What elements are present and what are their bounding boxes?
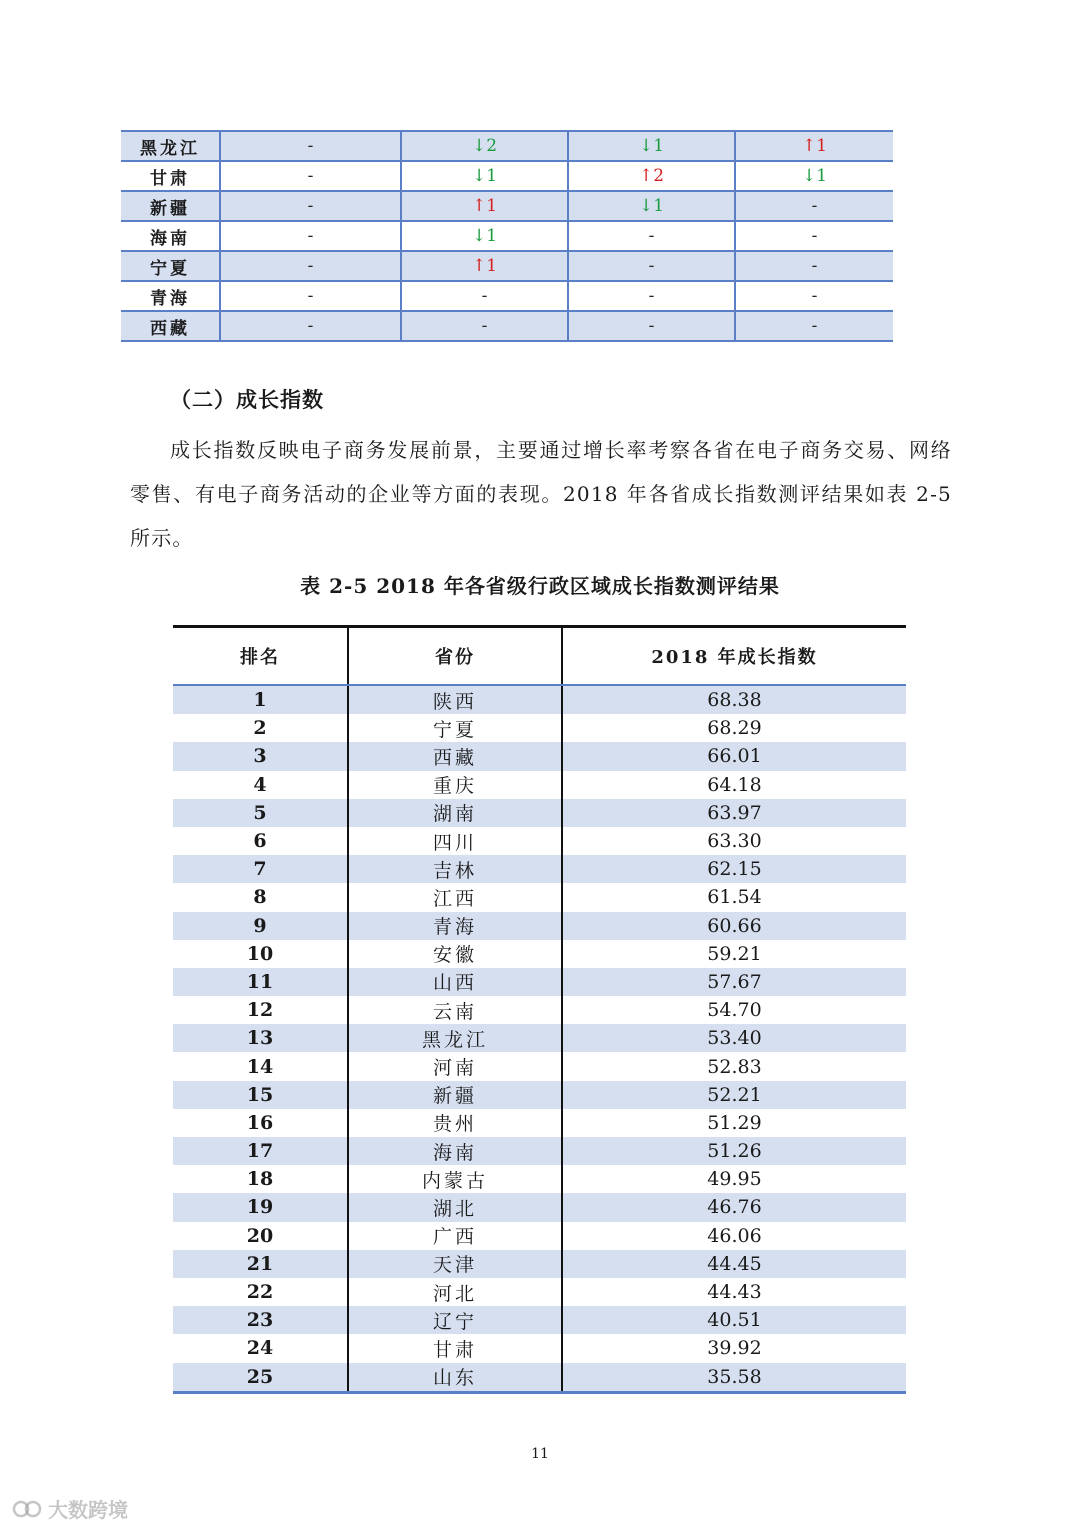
- change-cell: ↓1: [401, 161, 568, 191]
- province-cell: 广西: [348, 1222, 562, 1250]
- table-row: [121, 281, 893, 311]
- province-cell: 西藏: [121, 311, 220, 341]
- rank-cell: 22: [173, 1278, 348, 1306]
- change-cell: ↓1: [735, 161, 893, 191]
- change-cell: -: [401, 281, 568, 311]
- table-row: [173, 1306, 906, 1334]
- rank-cell: 12: [173, 996, 348, 1024]
- province-cell: 云南: [348, 996, 562, 1024]
- province-cell: 辽宁: [348, 1306, 562, 1334]
- province-cell: 青海: [348, 912, 562, 940]
- index-cell: 40.51: [562, 1306, 906, 1334]
- change-cell: -: [568, 281, 735, 311]
- header-index: 2018 年成长指数: [562, 627, 906, 686]
- province-cell: 贵州: [348, 1109, 562, 1137]
- change-cell: -: [220, 251, 401, 281]
- body-paragraph: 成长指数反映电子商务发展前景，主要通过增长率考察各省在电子商务交易、网络零售、有电子商务活动的企业等方面的表现。2018 年各省成长指数测评结果如表 2-5 所示。: [130, 438, 952, 550]
- index-cell: 63.97: [562, 799, 906, 827]
- province-cell: 四川: [348, 827, 562, 855]
- index-cell: 57.67: [562, 968, 906, 996]
- logo-icon: [12, 1498, 42, 1520]
- watermark: [12, 1494, 128, 1523]
- change-cell: -: [735, 281, 893, 311]
- table-row: [173, 685, 906, 714]
- change-cell: -: [220, 191, 401, 221]
- province-cell: 海南: [121, 221, 220, 251]
- rank-cell: 21: [173, 1250, 348, 1278]
- index-cell: 44.45: [562, 1250, 906, 1278]
- index-cell: 35.58: [562, 1363, 906, 1393]
- index-cell: 62.15: [562, 855, 906, 883]
- table-row: [173, 855, 906, 883]
- change-cell: -: [568, 221, 735, 251]
- rank-cell: 8: [173, 883, 348, 911]
- header-province: 省份: [348, 627, 562, 686]
- table-row: [173, 940, 906, 968]
- rank-cell: 15: [173, 1081, 348, 1109]
- table-row: [173, 742, 906, 770]
- table-row: [173, 827, 906, 855]
- table-row: [173, 799, 906, 827]
- province-cell: 宁夏: [348, 714, 562, 742]
- rank-cell: 9: [173, 912, 348, 940]
- rank-cell: 25: [173, 1363, 348, 1393]
- change-cell: ↓1: [568, 131, 735, 161]
- table-row: [173, 1363, 906, 1393]
- province-cell: 陕西: [348, 685, 562, 714]
- table-header-row: [173, 627, 906, 686]
- index-cell: 46.06: [562, 1222, 906, 1250]
- table-row: [173, 996, 906, 1024]
- province-cell: 天津: [348, 1250, 562, 1278]
- province-cell: 甘肃: [348, 1334, 562, 1362]
- province-cell: 新疆: [121, 191, 220, 221]
- index-cell: 51.29: [562, 1109, 906, 1137]
- table-row: [173, 1081, 906, 1109]
- rank-cell: 7: [173, 855, 348, 883]
- index-cell: 63.30: [562, 827, 906, 855]
- change-cell: ↓2: [401, 131, 568, 161]
- table-row: [173, 1250, 906, 1278]
- table-row: [173, 1278, 906, 1306]
- table-row: [121, 221, 893, 251]
- province-cell: 山西: [348, 968, 562, 996]
- table-row: [121, 131, 893, 161]
- rank-cell: 20: [173, 1222, 348, 1250]
- rank-cell: 4: [173, 771, 348, 799]
- change-cell: ↑2: [568, 161, 735, 191]
- province-cell: 安徽: [348, 940, 562, 968]
- section-heading: （二）成长指数: [170, 387, 324, 412]
- table-row: [173, 1109, 906, 1137]
- change-cell: -: [568, 311, 735, 341]
- province-cell: 山东: [348, 1363, 562, 1393]
- table-row: [173, 714, 906, 742]
- table-row: [121, 161, 893, 191]
- index-cell: 46.76: [562, 1193, 906, 1221]
- rank-cell: 23: [173, 1306, 348, 1334]
- change-cell: ↓1: [568, 191, 735, 221]
- table-row: [173, 1334, 906, 1362]
- province-cell: 新疆: [348, 1081, 562, 1109]
- rank-change-table: [121, 130, 893, 342]
- province-cell: 西藏: [348, 742, 562, 770]
- rank-cell: 1: [173, 685, 348, 714]
- index-cell: 39.92: [562, 1334, 906, 1362]
- rank-cell: 14: [173, 1052, 348, 1080]
- index-cell: 59.21: [562, 940, 906, 968]
- index-cell: 54.70: [562, 996, 906, 1024]
- province-cell: 湖南: [348, 799, 562, 827]
- change-cell: -: [401, 311, 568, 341]
- province-cell: 内蒙古: [348, 1165, 562, 1193]
- province-cell: 甘肃: [121, 161, 220, 191]
- ranking-table: [173, 625, 906, 1394]
- change-cell: ↓1: [401, 221, 568, 251]
- change-cell: -: [220, 221, 401, 251]
- province-cell: 河南: [348, 1052, 562, 1080]
- province-cell: 海南: [348, 1137, 562, 1165]
- index-cell: 60.66: [562, 912, 906, 940]
- change-cell: -: [220, 281, 401, 311]
- change-cell: -: [220, 131, 401, 161]
- change-cell: ↑1: [735, 131, 893, 161]
- change-cell: -: [735, 251, 893, 281]
- table-row: [121, 251, 893, 281]
- index-cell: 52.83: [562, 1052, 906, 1080]
- table-row: [173, 1024, 906, 1052]
- watermark-text: 大数跨境: [48, 1498, 128, 1522]
- change-cell: -: [735, 221, 893, 251]
- rank-cell: 16: [173, 1109, 348, 1137]
- change-cell: -: [735, 311, 893, 341]
- change-cell: ↑1: [401, 191, 568, 221]
- change-cell: ↑1: [401, 251, 568, 281]
- table-row: [173, 1193, 906, 1221]
- province-cell: 吉林: [348, 855, 562, 883]
- page-number: 11: [531, 1446, 549, 1462]
- province-cell: 湖北: [348, 1193, 562, 1221]
- province-cell: 黑龙江: [121, 131, 220, 161]
- rank-cell: 6: [173, 827, 348, 855]
- rank-cell: 5: [173, 799, 348, 827]
- index-cell: 66.01: [562, 742, 906, 770]
- province-cell: 黑龙江: [348, 1024, 562, 1052]
- table-row: [121, 191, 893, 221]
- table-row: [173, 1052, 906, 1080]
- table-row: [173, 968, 906, 996]
- table-title: 表 2-5 2018 年各省级行政区域成长指数测评结果: [300, 574, 780, 598]
- rank-cell: 18: [173, 1165, 348, 1193]
- rank-cell: 2: [173, 714, 348, 742]
- index-cell: 53.40: [562, 1024, 906, 1052]
- change-cell: -: [220, 161, 401, 191]
- rank-cell: 17: [173, 1137, 348, 1165]
- table-row: [173, 883, 906, 911]
- province-cell: 宁夏: [121, 251, 220, 281]
- index-cell: 52.21: [562, 1081, 906, 1109]
- province-cell: 重庆: [348, 771, 562, 799]
- change-cell: -: [220, 311, 401, 341]
- rank-cell: 11: [173, 968, 348, 996]
- province-cell: 江西: [348, 883, 562, 911]
- index-cell: 64.18: [562, 771, 906, 799]
- index-cell: 51.26: [562, 1137, 906, 1165]
- index-cell: 61.54: [562, 883, 906, 911]
- rank-cell: 3: [173, 742, 348, 770]
- index-cell: 44.43: [562, 1278, 906, 1306]
- table-row: [173, 1137, 906, 1165]
- index-cell: 68.38: [562, 685, 906, 714]
- province-cell: 河北: [348, 1278, 562, 1306]
- province-cell: 青海: [121, 281, 220, 311]
- table-row: [173, 1222, 906, 1250]
- rank-cell: 19: [173, 1193, 348, 1221]
- index-cell: 68.29: [562, 714, 906, 742]
- header-rank: 排名: [173, 627, 348, 686]
- rank-cell: 13: [173, 1024, 348, 1052]
- table-row: [121, 311, 893, 341]
- rank-cell: 24: [173, 1334, 348, 1362]
- rank-cell: 10: [173, 940, 348, 968]
- table-row: [173, 912, 906, 940]
- change-cell: -: [735, 191, 893, 221]
- table-row: [173, 1165, 906, 1193]
- change-cell: -: [568, 251, 735, 281]
- index-cell: 49.95: [562, 1165, 906, 1193]
- table-row: [173, 771, 906, 799]
